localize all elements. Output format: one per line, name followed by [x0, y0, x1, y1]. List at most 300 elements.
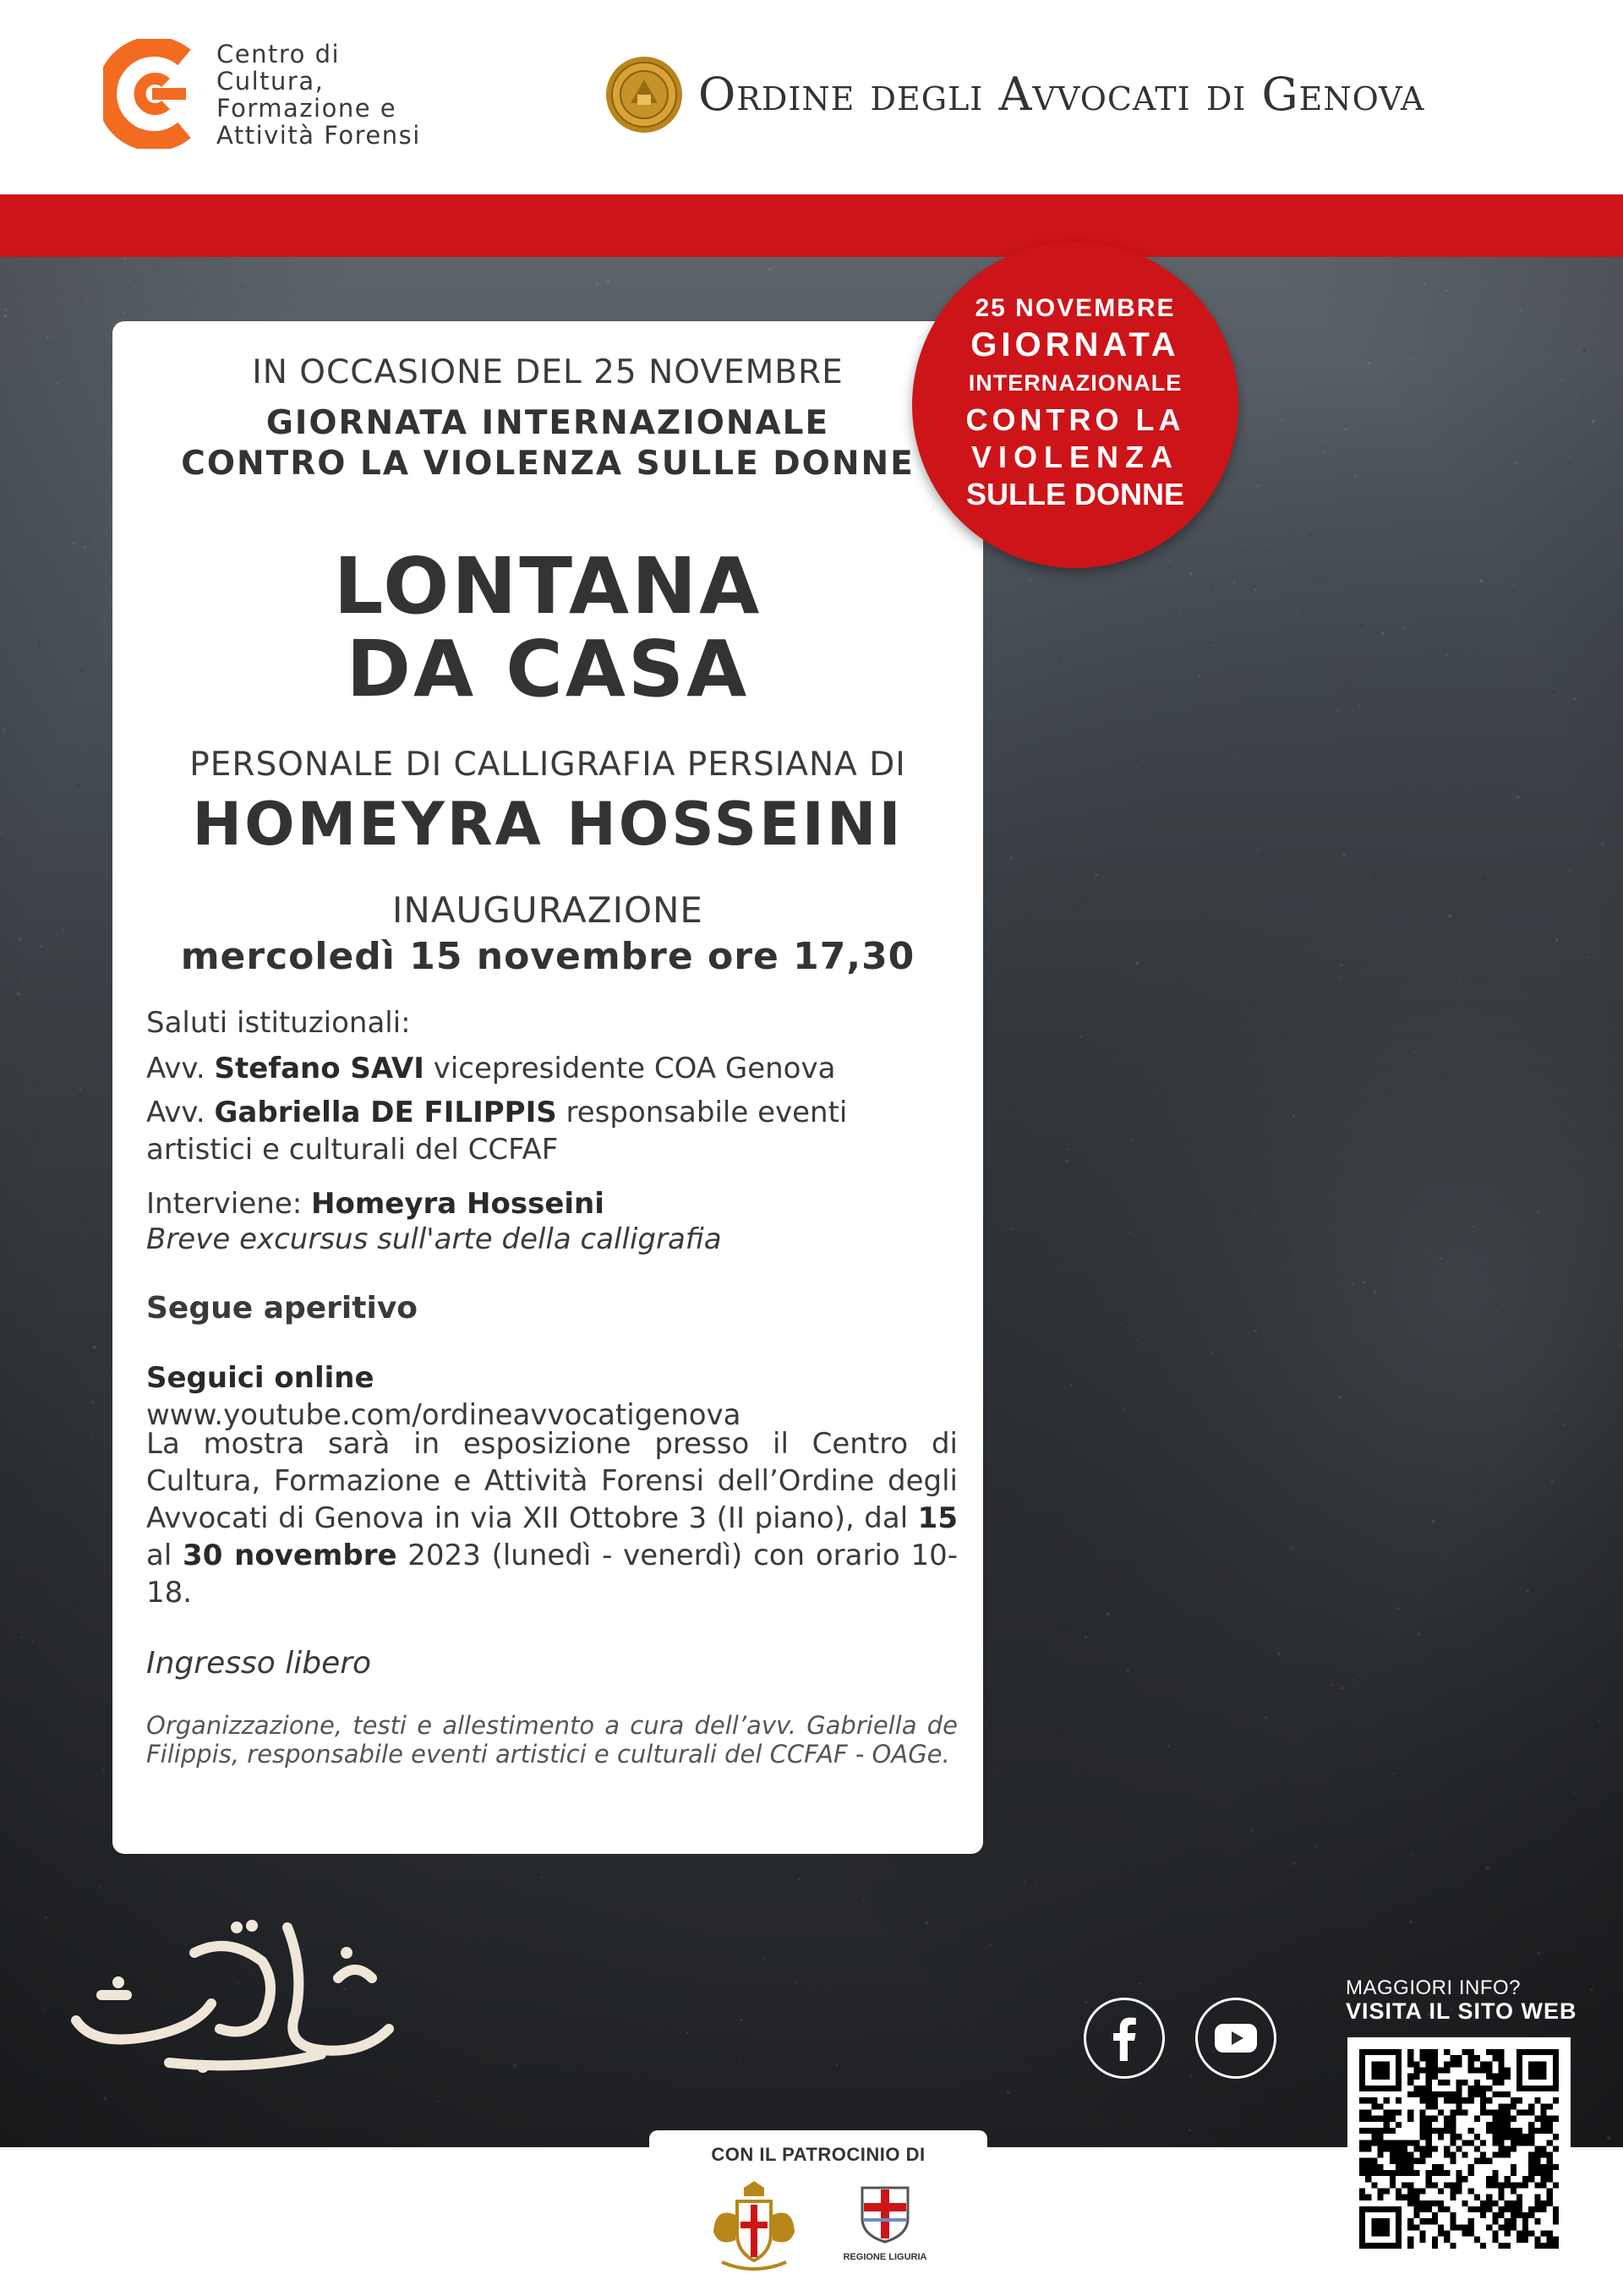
texture-speck: [1238, 757, 1241, 759]
texture-speck: [1342, 1657, 1343, 1658]
qr-module: [1444, 2152, 1450, 2158]
qr-module: [1432, 2055, 1438, 2061]
texture-speck: [1392, 1773, 1394, 1774]
ccfaf-name-line: Centro di: [216, 40, 341, 68]
qr-module: [1426, 2134, 1432, 2140]
texture-speck: [1281, 418, 1283, 421]
texture-speck: [3, 728, 5, 730]
texture-speck: [1189, 572, 1193, 576]
qr-module: [1553, 2182, 1559, 2188]
qr-module: [1396, 2158, 1402, 2164]
qr-code[interactable]: [1359, 2049, 1559, 2249]
texture-speck: [177, 319, 178, 320]
qr-module: [1407, 2080, 1413, 2086]
texture-speck: [1529, 1122, 1531, 1123]
texture-speck: [925, 1952, 927, 1954]
qr-module: [1359, 2158, 1365, 2164]
texture-speck: [1016, 1020, 1018, 1022]
texture-speck: [1445, 1396, 1448, 1398]
qr-module: [1468, 2188, 1474, 2194]
texture-speck: [1347, 682, 1351, 686]
qr-module: [1413, 2212, 1419, 2218]
excursus-line: Breve excursus sull'arte della calligrafia: [146, 1222, 722, 1256]
texture-speck: [93, 2112, 95, 2113]
texture-speck: [123, 312, 125, 314]
defilippis-name: Gabriella DE FILIPPIS: [214, 1096, 557, 1129]
qr-module: [1413, 2170, 1419, 2176]
texture-speck: [740, 2019, 743, 2021]
qr-module: [1438, 2067, 1444, 2073]
qr-module: [1505, 2074, 1511, 2080]
texture-speck: [156, 268, 159, 271]
texture-speck: [85, 1220, 89, 1223]
qr-module: [1450, 2218, 1456, 2224]
texture-speck: [1563, 1424, 1566, 1427]
texture-speck: [1277, 1653, 1280, 1655]
defilippis-prefix: Avv.: [146, 1096, 205, 1129]
texture-speck: [1424, 282, 1426, 285]
facebook-icon: [1086, 2000, 1162, 2076]
texture-speck: [1569, 462, 1572, 465]
qr-module: [1359, 2116, 1365, 2122]
qr-module: [1498, 2188, 1504, 2194]
texture-speck: [1316, 1827, 1318, 1829]
qr-module: [1450, 2243, 1456, 2249]
texture-speck: [1128, 835, 1132, 839]
qr-module: [1365, 2110, 1371, 2116]
badge-line-5: VIOLENZA: [970, 440, 1179, 474]
texture-speck: [1502, 1309, 1505, 1312]
qr-module: [1450, 2188, 1456, 2194]
qr-module: [1462, 2200, 1468, 2206]
facebook-button[interactable]: [1084, 1998, 1165, 2079]
badge-line-6: SULLE DONNE: [965, 477, 1184, 511]
texture-speck: [765, 1941, 767, 1943]
qr-module: [1498, 2110, 1504, 2116]
qr-module: [1396, 2195, 1402, 2200]
qr-module: [1450, 2224, 1456, 2230]
qr-module: [1468, 2224, 1474, 2230]
texture-speck: [1403, 627, 1406, 630]
qr-module: [1377, 2140, 1383, 2146]
qr-module: [1407, 2188, 1413, 2194]
qr-module: [1420, 2231, 1426, 2237]
texture-speck: [422, 1892, 423, 1893]
texture-speck: [1297, 604, 1298, 605]
texture-speck: [1340, 964, 1342, 966]
texture-speck: [1483, 1266, 1484, 1267]
event-title-line-1: LONTANA: [333, 541, 762, 631]
texture-speck: [1303, 1118, 1306, 1121]
qr-module: [1407, 2224, 1413, 2230]
qr-code-box[interactable]: [1347, 2037, 1571, 2260]
inauguration-label: INAUGURAZIONE: [392, 889, 703, 931]
qr-module: [1553, 2097, 1559, 2103]
qr-module: [1413, 2200, 1419, 2206]
texture-speck: [1441, 1969, 1442, 1970]
ingresso-libero: Ingresso libero: [146, 1646, 372, 1681]
texture-speck: [1194, 1575, 1195, 1577]
qr-module: [1541, 2152, 1547, 2158]
texture-speck: [1250, 1866, 1253, 1868]
comune-genova-crest-icon: [710, 2181, 798, 2276]
qr-module: [1450, 2152, 1456, 2158]
qr-module: [1462, 2140, 1468, 2146]
texture-speck: [1243, 1746, 1245, 1748]
texture-speck: [1239, 1115, 1241, 1117]
texture-speck: [1189, 566, 1193, 570]
qr-module: [1474, 2067, 1480, 2073]
texture-speck: [1454, 354, 1456, 357]
texture-speck: [768, 268, 771, 271]
texture-speck: [646, 1912, 649, 1916]
qr-module: [1402, 2195, 1407, 2200]
texture-speck: [37, 1080, 38, 1081]
texture-speck: [1265, 1716, 1268, 1719]
texture-speck: [1198, 1452, 1199, 1454]
qr-module: [1516, 2140, 1522, 2146]
visit-website-label: VISITA IL SITO WEB: [1346, 1998, 1577, 2024]
qr-module: [1371, 2103, 1377, 2109]
qr-module: [1511, 2164, 1516, 2170]
texture-speck: [45, 1916, 47, 1919]
qr-module: [1547, 2195, 1553, 2200]
qr-module: [1474, 2146, 1480, 2151]
texture-speck: [1105, 1285, 1107, 1287]
qr-module: [1492, 2140, 1498, 2146]
texture-speck: [1203, 861, 1205, 864]
qr-module: [1547, 2176, 1553, 2182]
qr-module: [1492, 2237, 1498, 2243]
texture-speck: [686, 2031, 689, 2034]
texture-speck: [834, 2094, 838, 2097]
qr-module: [1420, 2218, 1426, 2224]
qr-module: [1450, 2116, 1456, 2122]
texture-speck: [26, 298, 28, 300]
qr-module: [1516, 2097, 1522, 2103]
qr-module: [1522, 2134, 1528, 2140]
qr-module: [1480, 2140, 1486, 2146]
qr-module: [1486, 2067, 1492, 2073]
texture-speck: [676, 2009, 678, 2011]
texture-speck: [1243, 2092, 1245, 2094]
qr-module: [1462, 2080, 1468, 2086]
qr-module: [1541, 2200, 1547, 2206]
texture-speck: [1222, 2091, 1225, 2094]
qr-module: [1407, 2152, 1413, 2158]
qr-module: [1534, 2243, 1540, 2249]
qr-module: [1492, 2128, 1498, 2134]
qr-module: [1426, 2061, 1432, 2067]
texture-speck: [1260, 770, 1261, 772]
qr-module: [1432, 2146, 1438, 2151]
artist-name: HOMEYRA HOSSEINI: [192, 790, 904, 859]
texture-speck: [338, 306, 339, 307]
qr-module: [1371, 2170, 1377, 2176]
texture-speck: [607, 281, 609, 283]
texture-speck: [1247, 1210, 1250, 1213]
texture-speck: [93, 1346, 96, 1349]
qr-module: [1492, 2200, 1498, 2206]
texture-speck: [1341, 1687, 1343, 1690]
qr-module: [1407, 2164, 1413, 2170]
qr-module: [1505, 2231, 1511, 2237]
qr-module: [1450, 2134, 1456, 2140]
qr-module: [1516, 2237, 1522, 2243]
texture-speck: [1530, 1486, 1532, 1488]
texture-speck: [1106, 1612, 1109, 1615]
texture-speck: [1125, 1322, 1128, 1326]
texture-speck: [86, 1239, 88, 1241]
qr-module: [1553, 2206, 1559, 2212]
texture-speck: [70, 1419, 72, 1420]
qr-module: [1528, 2140, 1534, 2146]
texture-speck: [1511, 263, 1512, 265]
texture-speck: [1582, 348, 1586, 352]
qr-module: [1456, 2110, 1462, 2116]
qr-module: [1420, 2188, 1426, 2194]
qr-module: [1402, 2152, 1407, 2158]
qr-module: [1528, 2134, 1534, 2140]
texture-speck: [31, 1270, 33, 1271]
qr-module: [1486, 2097, 1492, 2103]
qr-module: [1407, 2218, 1413, 2224]
texture-speck: [1054, 1965, 1056, 1967]
texture-speck: [85, 1621, 87, 1623]
qr-module: [1553, 2134, 1559, 2140]
qr-module: [1426, 2074, 1432, 2080]
qr-module: [1480, 2086, 1486, 2091]
texture-speck: [1254, 1330, 1257, 1332]
regione-liguria-label: REGIONE LIGURIA: [843, 2252, 927, 2262]
qr-module: [1371, 2128, 1377, 2134]
badge-line-3: INTERNAZIONALE: [968, 370, 1183, 396]
texture-speck: [1471, 1657, 1473, 1659]
qr-module: [1468, 2170, 1474, 2176]
texture-speck: [1070, 1008, 1072, 1009]
qr-module: [1534, 2164, 1540, 2170]
texture-speck: [1288, 1249, 1292, 1252]
texture-speck: [1502, 1675, 1505, 1677]
texture-speck: [1343, 1583, 1347, 1586]
texture-speck: [1284, 1779, 1287, 1781]
qr-module: [1547, 2122, 1553, 2128]
qr-module: [1486, 2086, 1492, 2091]
qr-module: [1541, 2164, 1547, 2170]
qr-module: [1432, 2182, 1438, 2188]
speaker-defilippis: [146, 1094, 958, 1168]
texture-speck: [1297, 610, 1298, 611]
qr-module: [1492, 2212, 1498, 2218]
texture-speck: [1335, 1908, 1336, 1910]
qr-module: [1516, 2200, 1522, 2206]
texture-speck: [1254, 1003, 1255, 1004]
qr-module: [1444, 2049, 1450, 2055]
texture-speck: [51, 967, 52, 968]
texture-speck: [1354, 474, 1357, 477]
texture-speck: [1381, 1410, 1384, 1413]
youtube-button[interactable]: [1195, 1998, 1276, 2079]
texture-speck: [1068, 1471, 1069, 1472]
qr-module: [1407, 2116, 1413, 2122]
texture-speck: [1358, 328, 1359, 329]
texture-speck: [1323, 440, 1325, 441]
qr-module: [1450, 2097, 1456, 2103]
qr-module: [1516, 2128, 1522, 2134]
texture-speck: [1073, 1286, 1076, 1289]
texture-speck: [1339, 976, 1342, 979]
qr-module: [1359, 2170, 1365, 2176]
texture-speck: [102, 281, 104, 282]
youtube-link[interactable]: www.youtube.com/ordineavvocatigenova: [146, 1398, 741, 1432]
qr-module: [1432, 2128, 1438, 2134]
qr-module: [1541, 2176, 1547, 2182]
qr-module: [1426, 2080, 1432, 2086]
texture-speck: [1437, 1708, 1440, 1711]
qr-module: [1438, 2224, 1444, 2230]
qr-module: [1438, 2164, 1444, 2170]
qr-module: [1541, 2110, 1547, 2116]
qr-module: [1468, 2218, 1474, 2224]
texture-speck: [1223, 1264, 1227, 1267]
mostra-text-2: al: [146, 1539, 172, 1572]
qr-module: [1534, 2128, 1540, 2134]
qr-module: [1486, 2122, 1492, 2128]
qr-module: [1505, 2091, 1511, 2097]
texture-speck: [79, 1088, 81, 1091]
qr-module: [1407, 2158, 1413, 2164]
qr-module: [1480, 2152, 1486, 2158]
texture-speck: [740, 2062, 741, 2064]
texture-speck: [16, 282, 18, 284]
texture-speck: [1236, 1212, 1239, 1216]
qr-module: [1359, 2188, 1365, 2194]
qr-module: [1396, 2122, 1402, 2128]
qr-module: [1413, 2146, 1419, 2151]
qr-module: [1359, 2146, 1365, 2151]
texture-speck: [1381, 1441, 1382, 1442]
qr-module: [1396, 2097, 1402, 2103]
qr-module: [1505, 2182, 1511, 2188]
texture-speck: [99, 1521, 101, 1523]
qr-finder: [1371, 2218, 1389, 2236]
texture-speck: [1060, 1733, 1063, 1736]
texture-speck: [1607, 2136, 1610, 2140]
texture-speck: [1449, 915, 1451, 917]
qr-module: [1407, 2195, 1413, 2200]
qr-module: [1365, 2116, 1371, 2122]
persian-calligraphy-image: [68, 1902, 406, 2088]
texture-speck: [437, 2101, 439, 2102]
texture-speck: [1265, 1747, 1266, 1749]
qr-module: [1377, 2188, 1383, 2194]
texture-speck: [1368, 362, 1370, 364]
texture-speck: [589, 2066, 591, 2068]
qr-module: [1407, 2237, 1413, 2243]
texture-speck: [1008, 1320, 1009, 1321]
texture-speck: [1298, 1339, 1299, 1341]
qr-module: [1516, 2231, 1522, 2237]
texture-speck: [1209, 641, 1212, 644]
qr-module: [1547, 2188, 1553, 2194]
qr-module: [1420, 2097, 1426, 2103]
qr-module: [1371, 2097, 1377, 2103]
qr-module: [1534, 2200, 1540, 2206]
qr-module: [1413, 2188, 1419, 2194]
texture-speck: [1555, 938, 1559, 942]
texture-speck: [1070, 1384, 1073, 1386]
texture-speck: [990, 1943, 992, 1946]
qr-module: [1541, 2116, 1547, 2122]
qr-module: [1420, 2152, 1426, 2158]
texture-speck: [1396, 1607, 1399, 1610]
texture-speck: [1393, 612, 1395, 614]
qr-module: [1522, 2182, 1528, 2188]
texture-speck: [975, 2087, 977, 2089]
texture-speck: [965, 2090, 966, 2091]
qr-module: [1492, 2231, 1498, 2237]
texture-speck: [1175, 1834, 1178, 1837]
texture-speck: [1315, 1845, 1318, 1848]
qr-module: [1505, 2134, 1511, 2140]
qr-module: [1390, 2170, 1396, 2176]
event-title-line-2: DA CASA: [346, 624, 750, 714]
texture-speck: [637, 1867, 639, 1868]
texture-speck: [1293, 726, 1295, 728]
qr-module: [1444, 2231, 1450, 2237]
texture-speck: [651, 277, 652, 278]
texture-speck: [1207, 1512, 1209, 1513]
texture-speck: [1584, 1473, 1586, 1475]
texture-speck: [1309, 533, 1312, 536]
texture-speck: [1551, 1877, 1553, 1878]
texture-speck: [1310, 1615, 1313, 1617]
texture-speck: [47, 1090, 49, 1091]
inauguration-date: mercoledì 15 novembre ore 17,30: [180, 935, 915, 978]
qr-module: [1511, 2206, 1516, 2212]
texture-speck: [1128, 1232, 1131, 1234]
qr-module: [1498, 2122, 1504, 2128]
texture-speck: [1156, 2143, 1157, 2144]
texture-speck: [1066, 1148, 1069, 1151]
qr-module: [1553, 2164, 1559, 2170]
qr-module: [1474, 2158, 1480, 2164]
texture-speck: [77, 784, 80, 788]
qr-module: [1444, 2182, 1450, 2188]
qr-module: [1547, 2170, 1553, 2176]
texture-speck: [1007, 2091, 1010, 2095]
texture-speck: [1473, 1973, 1476, 1976]
texture-speck: [1338, 1396, 1342, 1399]
qr-module: [1468, 2128, 1474, 2134]
texture-speck: [836, 2064, 838, 2066]
qr-module: [1486, 2110, 1492, 2116]
texture-speck: [1136, 1339, 1138, 1341]
qr-module: [1426, 2103, 1432, 2109]
qr-module: [1528, 2206, 1534, 2212]
qr-module: [1528, 2231, 1534, 2237]
qr-module: [1498, 2128, 1504, 2134]
qr-module: [1511, 2182, 1516, 2188]
texture-speck: [1428, 1674, 1429, 1676]
texture-speck: [1123, 1408, 1125, 1410]
qr-module: [1402, 2164, 1407, 2170]
qr-module: [1384, 2188, 1390, 2194]
qr-module: [1456, 2091, 1462, 2097]
qr-module: [1541, 2103, 1547, 2109]
texture-speck: [1592, 419, 1595, 423]
qr-module: [1377, 2116, 1383, 2122]
